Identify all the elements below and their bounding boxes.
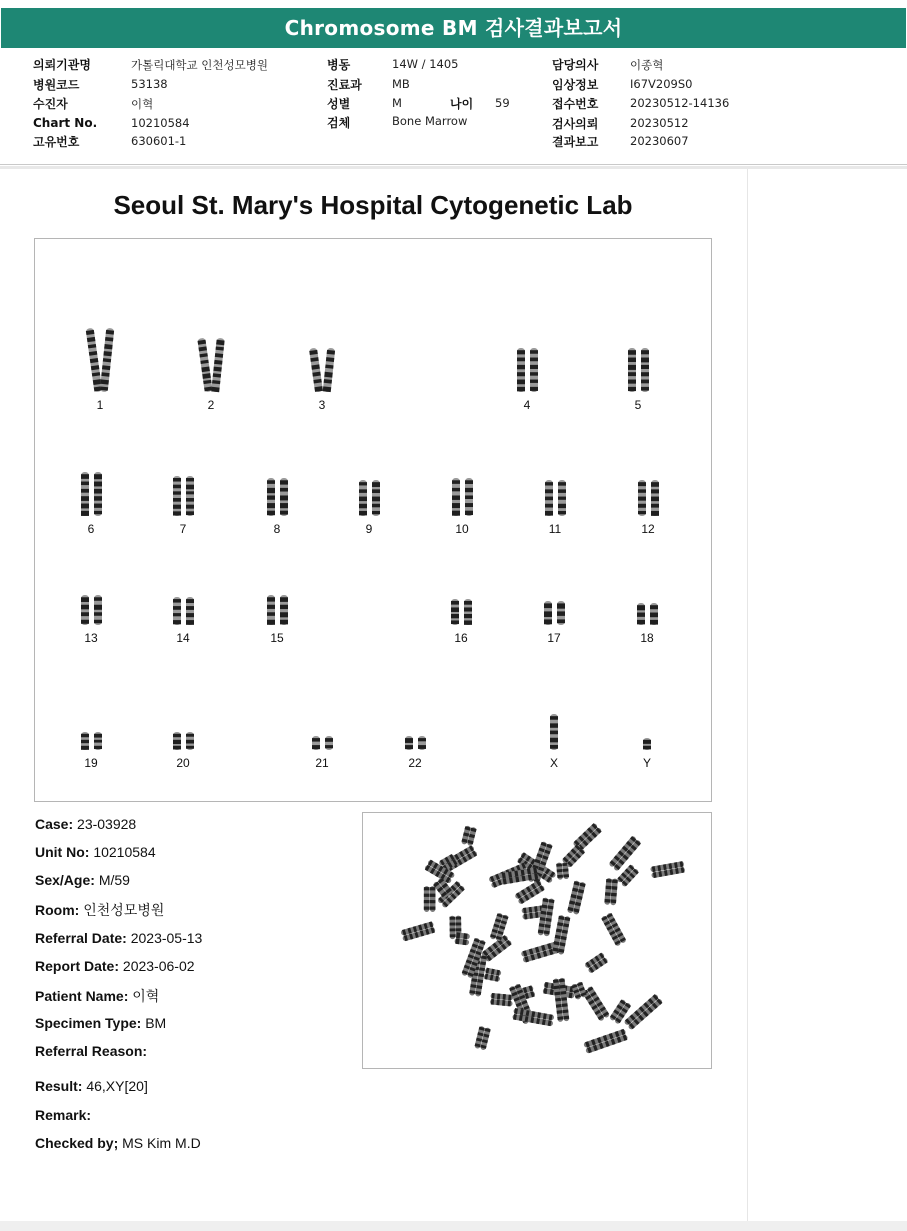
metaphase-chromosomes	[400, 822, 685, 1053]
chromosome-label-5: 5	[634, 398, 642, 412]
chromosome-label-17: 17	[547, 631, 561, 645]
request-date-value: 20230512	[630, 116, 689, 130]
report-date-label: 결과보고	[552, 135, 599, 149]
chromosome-pair-9	[359, 480, 380, 516]
unique-id-value: 630601-1	[131, 134, 187, 148]
ward-value: 14W / 1405	[392, 57, 459, 71]
chromosome-label-X: X	[549, 756, 558, 770]
physician-value: 이종혁	[630, 58, 664, 72]
chromosome-label-10: 10	[455, 522, 469, 536]
referral-date-row: Referral Date: 2023-05-13	[35, 930, 203, 946]
report-date-row: Report Date: 2023-06-02	[35, 958, 195, 974]
chromosome-label-19: 19	[84, 756, 98, 770]
accession-no-label: 접수번호	[552, 97, 599, 111]
metaphase-spread-image	[363, 813, 711, 1068]
chromosome-pair-20	[173, 732, 194, 750]
chromosome-pair-X	[550, 714, 558, 750]
clinical-info-label: 임상정보	[552, 78, 599, 92]
hospital-code-label: 병원코드	[33, 78, 80, 92]
chromosome-pair-4	[517, 348, 538, 392]
chromosome-pair-21	[312, 736, 333, 750]
chromosome-pair-16	[451, 599, 472, 625]
chromosome-label-21: 21	[315, 756, 329, 770]
chromosome-label-2: 2	[207, 398, 215, 412]
header-shadow	[0, 166, 907, 169]
age-value: 59	[495, 96, 510, 110]
referring-institution-value: 가톨릭대학교 인천성모병원	[131, 58, 268, 72]
header-divider	[0, 164, 907, 165]
sex-label: 성별	[327, 97, 351, 111]
chromosome-label-22: 22	[408, 756, 422, 770]
metaphase-image-panel	[362, 812, 712, 1069]
request-date-label: 검사의뢰	[552, 117, 599, 131]
chromosome-pair-3	[309, 348, 335, 393]
room-row: Room: 인천성모병원	[35, 902, 165, 918]
patient-name-value: 이혁	[131, 97, 154, 111]
case-row: Case: 23-03928	[35, 816, 137, 832]
chromosome-label-9: 9	[365, 522, 373, 536]
chromosome-pair-12	[638, 480, 659, 516]
chromosome-label-1: 1	[96, 398, 104, 412]
chromosome-pair-10	[452, 478, 473, 516]
specimen-label: 검체	[327, 116, 351, 130]
chromosome-pair-5	[628, 348, 649, 392]
lab-title: Seoul St. Mary's Hospital Cytogenetic Lab	[113, 190, 633, 220]
chromosome-label-20: 20	[176, 756, 190, 770]
checked-by-row: Checked by; MS Kim M.D	[35, 1135, 201, 1151]
ward-label: 병동	[327, 58, 351, 72]
sex-value: M	[392, 96, 402, 110]
referring-institution-label: 의뢰기관명	[33, 58, 91, 72]
chromosome-pair-11	[545, 480, 566, 516]
result-row: Result: 46,XY[20]	[35, 1078, 148, 1094]
sex-age-row: Sex/Age: M/59	[35, 872, 130, 888]
chromosome-label-11: 11	[548, 522, 562, 536]
chromosome-label-12: 12	[641, 522, 655, 536]
report-title: Chromosome BM 검사결과보고서	[1, 8, 906, 48]
chromosome-pair-8	[267, 478, 288, 516]
chromosome-label-16: 16	[454, 631, 468, 645]
chart-no-value: 10210584	[131, 116, 190, 130]
specimen-type-row: Specimen Type: BM	[35, 1015, 167, 1031]
chromosome-pair-15	[267, 595, 288, 625]
chromosome-pair-19	[81, 732, 102, 750]
chromosome-label-15: 15	[270, 631, 284, 645]
chromosome-pair-Y	[643, 738, 651, 750]
department-value: MB	[392, 77, 410, 91]
chromosome-pair-6	[81, 472, 102, 516]
chromosome-pair-13	[81, 595, 102, 625]
chromosome-label-7: 7	[179, 522, 187, 536]
physician-label: 담당의사	[552, 58, 599, 72]
chromosome-label-18: 18	[640, 631, 654, 645]
karyogram-panel	[34, 238, 712, 802]
hospital-code-value: 53138	[131, 77, 168, 91]
karyogram-image	[35, 239, 711, 801]
chromosome-label-14: 14	[176, 631, 190, 645]
chromosome-label-Y: Y	[642, 756, 651, 770]
accession-no-value: 20230512-14136	[630, 96, 730, 110]
department-label: 진료과	[327, 78, 362, 92]
chromosome-label-6: 6	[87, 522, 95, 536]
patient-name-label: 수진자	[33, 97, 68, 111]
chromosome-pair-22	[405, 736, 426, 750]
remark-row: Remark:	[35, 1107, 92, 1123]
chromosome-pair-18	[637, 603, 658, 625]
chromosome-label-13: 13	[84, 631, 98, 645]
report-date-value: 20230607	[630, 134, 689, 148]
chromosome-pair-17	[544, 601, 565, 625]
page-footer-bar	[0, 1221, 907, 1231]
chromosome-pair-1	[86, 328, 115, 392]
specimen-value: Bone Marrow	[392, 114, 468, 128]
chromosome-pair-7	[173, 476, 194, 516]
clinical-info-value: I67V209S0	[630, 77, 693, 91]
age-label: 나이	[450, 97, 474, 111]
patient-name-row: Patient Name: 이혁	[35, 988, 160, 1004]
chromosome-pair-2	[197, 338, 225, 393]
unique-id-label: 고유번호	[33, 135, 80, 149]
chromosome-pair-14	[173, 597, 194, 625]
patient-info-panel	[0, 48, 907, 166]
chromosome-label-4: 4	[523, 398, 531, 412]
chart-no-label: Chart No.	[33, 116, 98, 130]
chromosome-label-3: 3	[318, 398, 326, 412]
page-margin-line	[747, 169, 748, 1221]
chromosome-label-8: 8	[273, 522, 281, 536]
unit-no-row: Unit No: 10210584	[35, 844, 156, 860]
referral-reason-row: Referral Reason:	[35, 1043, 148, 1059]
